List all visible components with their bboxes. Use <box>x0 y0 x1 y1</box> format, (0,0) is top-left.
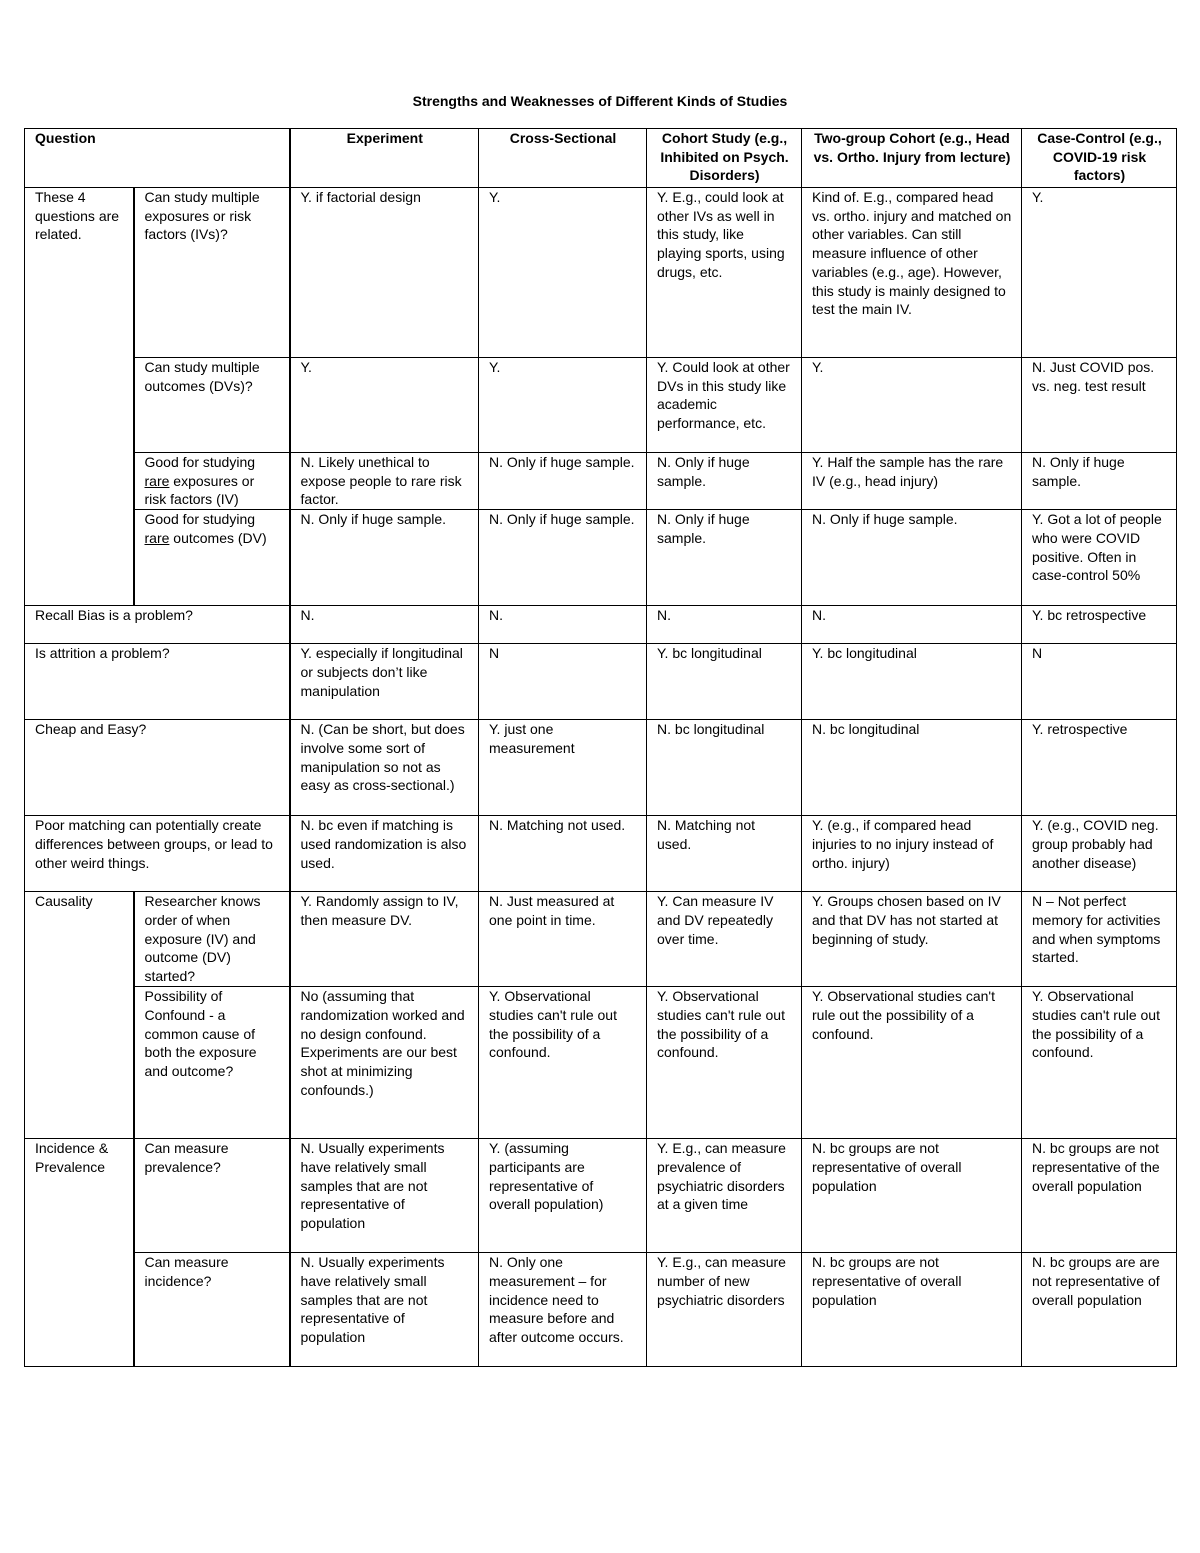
table-row <box>25 358 1177 453</box>
two-group-cell: Y. Observational studies can't rule out the possibility of a confound. <box>802 987 1022 1139</box>
cohort-cell: Y. E.g., can measure number of new psychiatric disorders <box>647 1253 802 1367</box>
header-cohort: Cohort Study (e.g., Inhibited on Psych. Disorders) <box>647 129 802 188</box>
case-control-cell: Y. Got a lot of people who were COVID positive. Often in case-control 50% <box>1022 510 1177 606</box>
cross-sectional-cell: Y. (assuming participants are representative of overall population) <box>479 1139 647 1253</box>
question-cell: Can measure prevalence? <box>134 1139 290 1253</box>
table-row <box>25 188 1177 358</box>
table-row <box>25 816 1177 892</box>
two-group-cell: N. <box>802 606 1022 644</box>
question-cell: Possibility of Confound - a common cause of both the exposure and outcome? <box>134 987 290 1139</box>
two-group-cell: N. bc groups are not representative of overall population <box>802 1139 1022 1253</box>
experiment-cell: N. Likely unethical to expose people to rare risk factor. <box>290 453 479 510</box>
question-cell: Can study multiple outcomes (DVs)? <box>134 358 290 453</box>
cross-sectional-cell: Y. <box>479 188 647 358</box>
case-control-cell: N. bc groups are not representative of the overall population <box>1022 1139 1177 1253</box>
cross-sectional-cell: Y. <box>479 358 647 453</box>
table-row <box>25 1253 1177 1367</box>
experiment-cell: N. bc even if matching is used randomization is also used. <box>290 816 479 892</box>
cohort-cell: N. Only if huge sample. <box>647 453 802 510</box>
experiment-cell: N. Usually experiments have relatively small samples that are not representative of population <box>290 1139 479 1253</box>
question-cell: Can measure incidence? <box>134 1253 290 1367</box>
header-cross-sectional: Cross-Sectional <box>479 129 647 188</box>
question-cell: Recall Bias is a problem? <box>25 606 290 644</box>
experiment-cell: N. Only if huge sample. <box>290 510 479 606</box>
experiment-cell: Y. <box>290 358 479 453</box>
question-cell: Cheap and Easy? <box>25 720 290 816</box>
cohort-cell: N. Matching not used. <box>647 816 802 892</box>
cross-sectional-cell: Y. Observational studies can't rule out the possibility of a confound. <box>479 987 647 1139</box>
experiment-cell: No (assuming that randomization worked and no design confound. Experiments are our best shot at minimizing confounds.) <box>290 987 479 1139</box>
rare-word: rare <box>144 529 170 546</box>
group-incidence-prevalence: Incidence & Prevalence <box>25 1139 134 1367</box>
experiment-cell: N. Usually experiments have relatively small samples that are not representative of population <box>290 1253 479 1367</box>
cross-sectional-cell: N. Only if huge sample. <box>479 510 647 606</box>
page-title: Strengths and Weaknesses of Different Kinds of Studies <box>412 93 788 109</box>
header-two-group-cohort: Two-group Cohort (e.g., Head vs. Ortho. Injury from lecture) <box>802 129 1022 188</box>
two-group-cell: Kind of. E.g., compared head vs. ortho. injury and matched on other variables. Can still measure influence of other variables (e.g., age). However, this study is mainly designed to test the main IV. <box>802 188 1022 358</box>
question-text: exposures or risk factors (IV) <box>144 472 255 508</box>
table-row <box>25 606 1177 644</box>
cross-sectional-cell: N. Matching not used. <box>479 816 647 892</box>
experiment-cell: Y. especially if longitudinal or subjects don’t like manipulation <box>290 644 479 720</box>
table-row <box>25 892 1177 987</box>
question-text: Good for studying <box>144 454 256 470</box>
cohort-cell: Y. Observational studies can't rule out the possibility of a confound. <box>647 987 802 1139</box>
question-cell: Researcher knows order of when exposure (IV) and outcome (DV) started? <box>134 892 290 987</box>
question-text: Good for studying <box>144 511 256 528</box>
cross-sectional-cell: N. Only if huge sample. <box>479 453 647 510</box>
cohort-cell: Y. Can measure IV and DV repeatedly over time. <box>647 892 802 987</box>
two-group-cell: Y. Half the sample has the rare IV (e.g., head injury) <box>802 453 1022 510</box>
experiment-cell: N. (Can be short, but does involve some sort of manipulation so not as easy as cross-sectional.) <box>290 720 479 816</box>
header-question: Question <box>25 129 290 188</box>
case-control-cell: N. Just COVID pos. vs. neg. test result <box>1022 358 1177 453</box>
experiment-cell: N. <box>290 606 479 644</box>
question-cell: Poor matching can potentially create differences between groups, or lead to other weird things. <box>25 816 290 892</box>
header-experiment: Experiment <box>290 129 479 188</box>
cohort-cell: N. bc longitudinal <box>647 720 802 816</box>
cohort-cell: Y. Could look at other DVs in this study like academic performance, etc. <box>647 358 802 453</box>
table-row <box>25 987 1177 1139</box>
case-control-cell: N. bc groups are are not representative of overall population <box>1022 1253 1177 1367</box>
case-control-cell: N <box>1022 644 1177 720</box>
cohort-cell: Y. E.g., could look at other IVs as well in this study, like playing sports, using drugs, etc. <box>647 188 802 358</box>
two-group-cell: Y. <box>802 358 1022 453</box>
two-group-cell: N. bc groups are not representative of overall population <box>802 1253 1022 1367</box>
case-control-cell: N – Not perfect memory for activities and when symptoms started. <box>1022 892 1177 987</box>
comparison-table <box>24 128 1177 1367</box>
case-control-cell: Y. (e.g., COVID neg. group probably had another disease) <box>1022 816 1177 892</box>
cross-sectional-cell: Y. just one measurement <box>479 720 647 816</box>
question-text: outcomes (DV) <box>169 529 267 546</box>
cross-sectional-cell: N. <box>479 606 647 644</box>
case-control-cell: Y. bc retrospective <box>1022 606 1177 644</box>
two-group-cell: N. bc longitudinal <box>802 720 1022 816</box>
cross-sectional-cell: N. Only one measurement – for incidence need to measure before and after outcome occurs. <box>479 1253 647 1367</box>
table-row <box>25 644 1177 720</box>
cohort-cell: Y. bc longitudinal <box>647 644 802 720</box>
table-row <box>25 720 1177 816</box>
experiment-cell: Y. Randomly assign to IV, then measure DV. <box>290 892 479 987</box>
two-group-cell: Y. Groups chosen based on IV and that DV has not started at beginning of study. <box>802 892 1022 987</box>
table-row <box>25 453 1177 510</box>
table-row <box>25 510 1177 606</box>
cross-sectional-cell: N <box>479 644 647 720</box>
case-control-cell: Y. retrospective <box>1022 720 1177 816</box>
experiment-cell: Y. if factorial design <box>290 188 479 358</box>
two-group-cell: Y. (e.g., if compared head injuries to no injury instead of ortho. injury) <box>802 816 1022 892</box>
table-row <box>25 1139 1177 1253</box>
header-case-control: Case-Control (e.g., COVID-19 risk factors) <box>1022 129 1177 188</box>
question-cell: Is attrition a problem? <box>25 644 290 720</box>
group-related: These 4 questions are related. <box>25 188 134 606</box>
header-row <box>25 129 1177 188</box>
rare-word: rare <box>144 472 170 489</box>
case-control-cell: N. Only if huge sample. <box>1022 453 1177 510</box>
question-cell <box>134 453 290 510</box>
group-causality: Causality <box>25 892 134 1139</box>
question-cell <box>134 510 290 606</box>
cohort-cell: N. Only if huge sample. <box>647 510 802 606</box>
cohort-cell: Y. E.g., can measure prevalence of psychiatric disorders at a given time <box>647 1139 802 1253</box>
cross-sectional-cell: N. Just measured at one point in time. <box>479 892 647 987</box>
two-group-cell: N. Only if huge sample. <box>802 510 1022 606</box>
two-group-cell: Y. bc longitudinal <box>802 644 1022 720</box>
cohort-cell: N. <box>647 606 802 644</box>
case-control-cell: Y. <box>1022 188 1177 358</box>
question-cell: Can study multiple exposures or risk factors (IVs)? <box>134 188 290 358</box>
case-control-cell: Y. Observational studies can't rule out the possibility of a confound. <box>1022 987 1177 1139</box>
